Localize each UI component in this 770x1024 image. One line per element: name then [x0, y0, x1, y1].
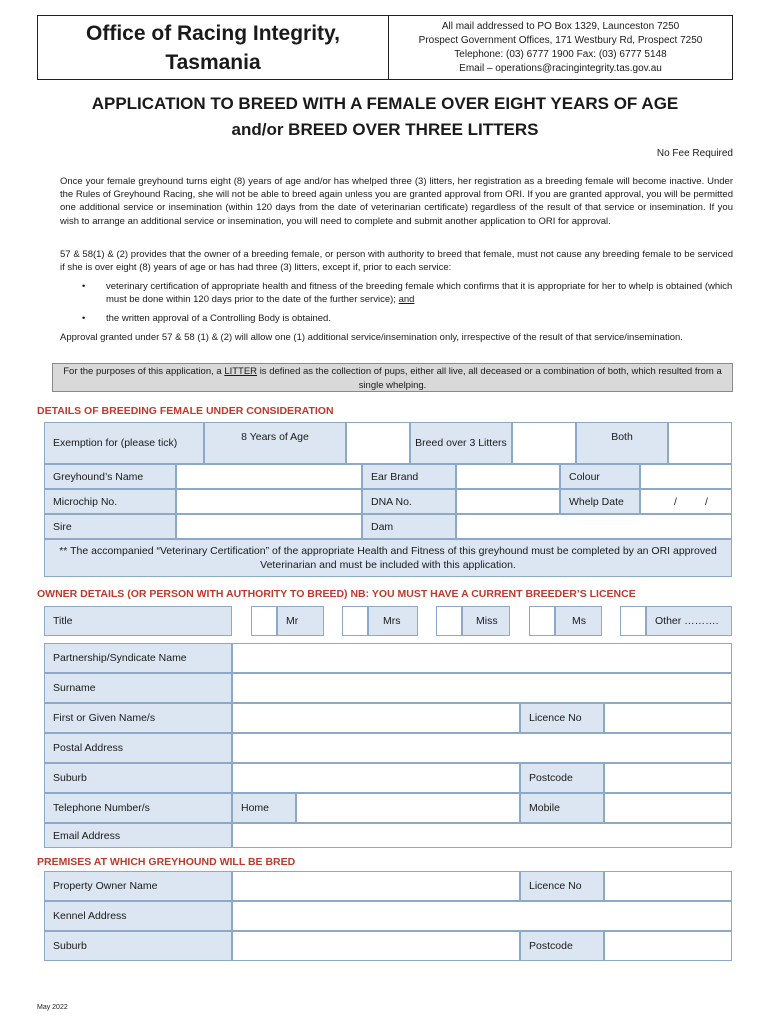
surname-input[interactable]: [232, 673, 732, 703]
colour-label: Colour: [560, 464, 640, 489]
premises-licence-no-input[interactable]: [604, 871, 732, 901]
microchip-label: Microchip No.: [44, 489, 176, 514]
litter-note-post: is defined as the collection of pups, either all live, all deceased or a combination of both, which resulted from a single whelping.: [259, 366, 722, 391]
postcode-label: Postcode: [520, 763, 604, 793]
dna-input[interactable]: [456, 489, 560, 514]
kennel-address-input[interactable]: [232, 901, 732, 931]
footer-date: May 2022: [37, 1004, 68, 1011]
org-name-line1: Office of Racing Integrity,: [86, 21, 340, 45]
intro-paragraph-2: 57 & 58(1) & (2) provides that the owner of a breeding female, or person with authority to breed that female, must not cause any breeding female to be serviced if she is over eight (8) years of age or has had three (3) litters, except if, prior to each service:: [60, 249, 733, 274]
greyhound-name-input[interactable]: [176, 464, 362, 489]
checkbox-both[interactable]: [668, 422, 732, 464]
checkbox-mrs[interactable]: [342, 606, 368, 636]
dam-input[interactable]: [456, 514, 732, 539]
other-label: Other ……….: [646, 606, 732, 636]
home-phone-label: Home: [232, 793, 296, 823]
dam-label: Dam: [362, 514, 456, 539]
surname-label: Surname: [44, 673, 232, 703]
mrs-label: Mrs: [368, 606, 418, 636]
date-separator: /: [674, 495, 677, 508]
bullet-written-approval: [82, 312, 733, 325]
licence-no-label: Licence No: [520, 703, 604, 733]
ear-brand-input[interactable]: [456, 464, 560, 489]
address-line1: All mail addressed to PO Box 1329, Launceston 7250: [441, 21, 680, 32]
mobile-label: Mobile: [520, 793, 604, 823]
licence-no-input[interactable]: [604, 703, 732, 733]
checkbox-8-years[interactable]: [346, 422, 410, 464]
checkbox-miss[interactable]: [436, 606, 462, 636]
partnership-input[interactable]: [232, 643, 732, 673]
option-8-years-label: 8 Years of Age: [204, 422, 346, 464]
checkbox-other[interactable]: [620, 606, 646, 636]
litter-note-pre: For the purposes of this application, a: [63, 366, 222, 377]
property-owner-label: Property Owner Name: [44, 871, 232, 901]
suburb-label: Suburb: [44, 763, 232, 793]
form-title-line2: and/or BREED OVER THREE LITTERS: [231, 120, 539, 139]
kennel-address-label: Kennel Address: [44, 901, 232, 931]
litter-definition-note: [52, 363, 733, 392]
sire-label: Sire: [44, 514, 176, 539]
title-label: Title: [44, 606, 232, 636]
contact-box: [389, 16, 732, 79]
premises-licence-no-label: Licence No: [520, 871, 604, 901]
premises-suburb-input[interactable]: [232, 931, 520, 961]
letterhead: [37, 15, 733, 80]
whelp-date-label: Whelp Date: [560, 489, 640, 514]
miss-label: Miss: [462, 606, 510, 636]
postal-address-input[interactable]: [232, 733, 732, 763]
address-line2: Prospect Government Offices, 171 Westbury Rd, Prospect 7250: [418, 35, 703, 46]
checkbox-ms[interactable]: [529, 606, 555, 636]
form-title-line1: APPLICATION TO BREED WITH A FEMALE OVER EIGHT YEARS OF AGE: [91, 94, 679, 113]
mr-label: Mr: [277, 606, 324, 636]
telephone-label: Telephone Number/s: [44, 793, 232, 823]
bullet-1-text: veterinary certification of appropriate health and fitness of the breeding female which confirms that it is appropriate for her to whelp is obtained (which must be done within 120 days prior to the date of the further service);: [106, 281, 733, 306]
section-heading-breeding-female: DETAILS OF BREEDING FEMALE UNDER CONSIDERATION: [37, 405, 334, 417]
whelp-date-input[interactable]: [640, 489, 732, 514]
premises-postcode-input[interactable]: [604, 931, 732, 961]
org-name-line2: Tasmania: [165, 50, 261, 74]
home-phone-input[interactable]: [296, 793, 520, 823]
sire-input[interactable]: [176, 514, 362, 539]
org-name-box: [38, 16, 389, 79]
fee-note: No Fee Required: [656, 148, 733, 159]
mobile-input[interactable]: [604, 793, 732, 823]
suburb-input[interactable]: [232, 763, 520, 793]
bullet-2-text: the written approval of a Controlling Body is obtained.: [106, 313, 331, 324]
vet-certification-note: ** The accompanied “Veterinary Certification” of the appropriate Health and Fitness of this greyhound must be completed by an ORI approved Veterinarian and must be included with this application.: [44, 539, 732, 577]
ms-label: Ms: [555, 606, 602, 636]
checkbox-3-litters[interactable]: [512, 422, 576, 464]
bullet-1-and: and: [398, 294, 415, 306]
phone-line: Telephone: (03) 6777 1900 Fax: (03) 6777 5148: [454, 49, 667, 60]
colour-input[interactable]: [640, 464, 732, 489]
greyhound-name-label: Greyhound’s Name: [44, 464, 176, 489]
litter-note-term: LITTER: [224, 366, 258, 377]
premises-postcode-label: Postcode: [520, 931, 604, 961]
date-separator: /: [705, 495, 708, 508]
section-heading-owner: OWNER DETAILS (OR PERSON WITH AUTHORITY TO BREED) NB: YOU MUST HAVE A CURRENT BREEDER’S LICENCE: [37, 588, 636, 600]
given-names-input[interactable]: [232, 703, 520, 733]
given-names-label: First or Given Name/s: [44, 703, 232, 733]
checkbox-mr[interactable]: [251, 606, 277, 636]
microchip-input[interactable]: [176, 489, 362, 514]
intro-paragraph-3: Approval granted under 57 & 58 (1) & (2) will allow one (1) additional service/insemination only, irrespective of the result of that service/insemination.: [60, 332, 683, 343]
section-heading-premises: PREMISES AT WHICH GREYHOUND WILL BE BRED: [37, 856, 296, 868]
option-3-litters-label: Breed over 3 Litters: [410, 422, 512, 464]
exemption-label: Exemption for (please tick): [44, 422, 204, 464]
postal-address-label: Postal Address: [44, 733, 232, 763]
bullet-icon: •: [82, 313, 86, 324]
partnership-label: Partnership/Syndicate Name: [44, 643, 232, 673]
bullet-icon: •: [82, 281, 86, 292]
email-label: Email Address: [44, 823, 232, 848]
ear-brand-label: Ear Brand: [362, 464, 456, 489]
property-owner-input[interactable]: [232, 871, 520, 901]
intro-paragraph-1: Once your female greyhound turns eight (8) years of age and/or has whelped three (3) litters, her registration as a breeding female will become inactive. Under the Rules of Greyhound Racing, she will not be able to breed again unless you are granted approval from ORI. If you are granted approval, you will be permitted one additional service or insemination (within 120 days from the date of veterinarian certificate) regardless of the result of that service or insemination. If you wish to arrange an additional service or insemination, you will need to complete and submit another application to ORI for approval.: [60, 176, 733, 227]
dna-label: DNA No.: [362, 489, 456, 514]
bullet-vet-certification: [82, 280, 733, 306]
email-line: Email – operations@racingintegrity.tas.gov.au: [459, 63, 662, 74]
option-both-label: Both: [576, 422, 668, 464]
postcode-input[interactable]: [604, 763, 732, 793]
premises-suburb-label: Suburb: [44, 931, 232, 961]
email-input[interactable]: [232, 823, 732, 848]
